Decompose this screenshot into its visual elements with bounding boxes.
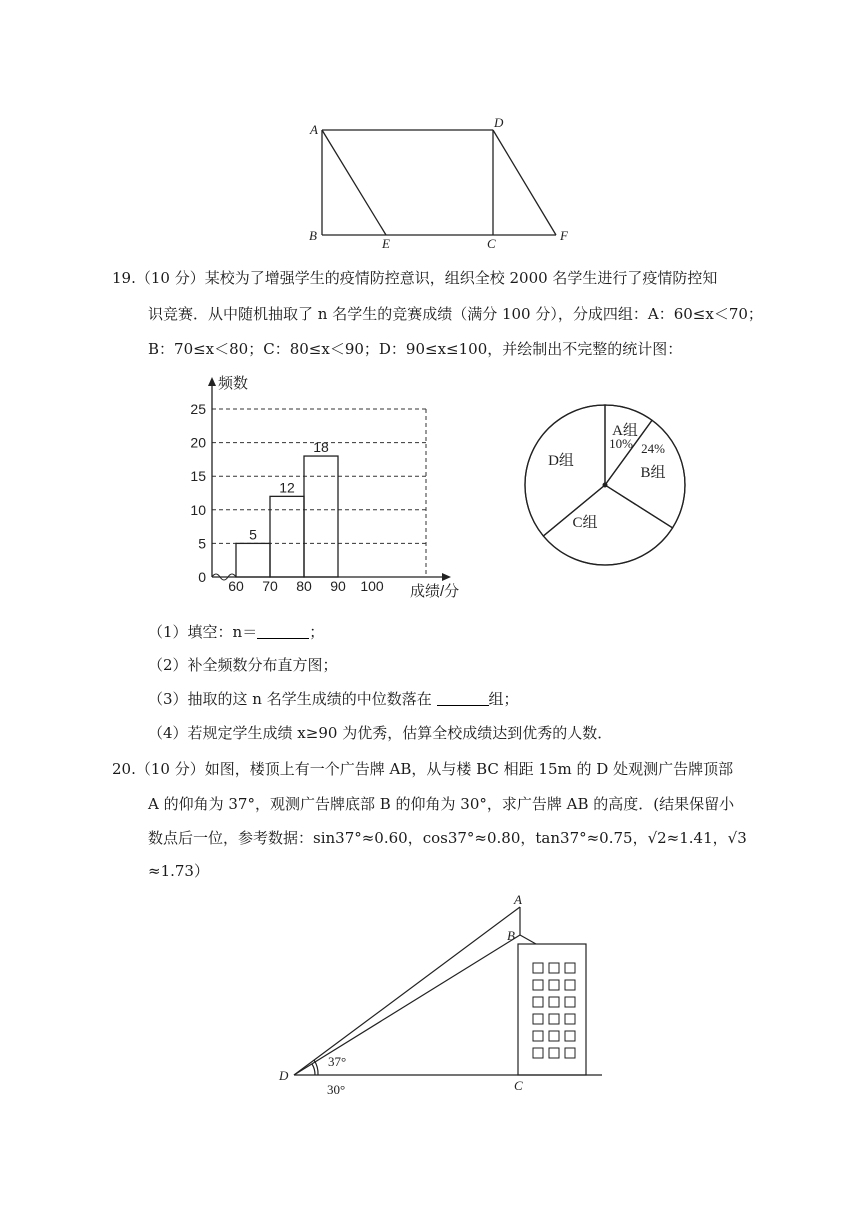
histogram-bar xyxy=(270,496,304,577)
q19-number: 19. xyxy=(112,269,136,287)
pie-slice-label: C组 xyxy=(572,515,598,531)
x-axis-label: 成绩/分 xyxy=(410,583,460,600)
building-window xyxy=(565,1048,575,1058)
building-window xyxy=(533,963,543,973)
label-A: A xyxy=(310,122,318,137)
q19-sub4: （4）若规定学生成绩 x≥90 为优秀，估算全校成绩达到优秀的人数． xyxy=(148,724,613,742)
label-E: E xyxy=(382,236,390,250)
q19-sub2: （2）补全频数分布直方图； xyxy=(148,656,338,674)
y-axis-arrow xyxy=(208,377,216,386)
x-tick-label: 60 xyxy=(228,578,244,594)
label-D: D xyxy=(494,115,504,130)
y-tick-label: 0 xyxy=(198,569,206,585)
q19-sub3-suffix: 组； xyxy=(488,690,519,708)
x-axis-arrow xyxy=(442,573,451,581)
q19-points: （10 分） xyxy=(135,269,205,287)
q20-points: （10 分） xyxy=(135,760,205,778)
building-window xyxy=(549,980,559,990)
y-tick-label: 10 xyxy=(190,501,206,518)
building-window xyxy=(549,1048,559,1058)
pie-slice-label: D组 xyxy=(548,453,574,469)
q19-sub1-suffix: ； xyxy=(309,623,325,641)
pie-slice-percent: 24% xyxy=(641,441,665,456)
x-tick-label: 70 xyxy=(262,578,278,594)
frequency-histogram xyxy=(176,372,476,602)
y-tick-label: 5 xyxy=(198,535,206,552)
y-tick-label: 25 xyxy=(190,401,206,417)
angle-37-label: 37° xyxy=(328,1054,347,1069)
x-tick-label: 90 xyxy=(330,578,346,594)
y-axis-label: 频数 xyxy=(218,375,249,392)
histogram-bar xyxy=(236,543,270,577)
q19-sub3-prefix: （3）抽取的这 n 名学生成绩的中位数落在 xyxy=(148,690,432,708)
histogram-bar xyxy=(304,456,338,577)
q19-line-3: B：70≤x＜80；C：80≤x＜90；D：90≤x≤100，并绘制出不完整的统计图： xyxy=(148,340,683,358)
x-tick-label: 100 xyxy=(360,578,384,594)
building-window xyxy=(549,1014,559,1024)
pie-slice xyxy=(543,485,672,565)
building-window xyxy=(549,963,559,973)
bar-value-label: 18 xyxy=(313,439,329,456)
y-tick-label: 15 xyxy=(190,468,206,485)
q19-text-1: 某校为了增强学生的疫情防控意识，组织全校 2000 名学生进行了疫情防控知 xyxy=(204,269,718,287)
building-window xyxy=(533,1031,543,1041)
q20-line-3: 数点后一位，参考数据：sin37°≈0.60，cos37°≈0.80，tan37°≈0.75，√2≈1.41，√3 xyxy=(148,829,747,847)
y-tick-label: 20 xyxy=(190,434,206,451)
building-window xyxy=(565,963,575,973)
x-tick-label: 80 xyxy=(296,578,312,594)
q19-line-2: 识竞赛．从中随机抽取了 n 名学生的竞赛成绩（满分 100 分），分成四组：A：60≤x＜70； xyxy=(148,305,763,323)
answer-blank-group[interactable] xyxy=(437,691,489,706)
q19-line-1 xyxy=(112,268,717,288)
building-window xyxy=(533,1048,543,1058)
bar-value-label: 5 xyxy=(249,526,257,543)
building-window xyxy=(565,1031,575,1041)
pie-center xyxy=(603,483,608,488)
q20-line-4: ≈1.73） xyxy=(148,862,209,880)
q19-sub1-prefix: （1）填空：n＝ xyxy=(148,623,258,641)
pie-slice-percent: 10% xyxy=(609,436,633,451)
fig3-label-A: A xyxy=(514,892,522,907)
fig3-label-D: D xyxy=(279,1068,289,1083)
q20-line-2: A 的仰角为 37°，观测广告牌底部 B 的仰角为 30°，求广告牌 AB 的高度．(结果保留小 xyxy=(148,795,735,813)
building-window xyxy=(549,1031,559,1041)
building-window xyxy=(549,997,559,1007)
pie-chart xyxy=(520,400,690,570)
building-window xyxy=(533,980,543,990)
building-window xyxy=(565,1014,575,1024)
angle-30-label: 30° xyxy=(327,1082,346,1097)
q20-line-1 xyxy=(112,759,733,779)
answer-blank-n[interactable] xyxy=(257,624,309,639)
fig3-label-B: B xyxy=(507,928,515,943)
bar-value-label: 12 xyxy=(279,479,295,496)
q20-text-1: 如图，楼顶上有一个广告牌 AB，从与楼 BC 相距 15m 的 D 处观测广告牌顶部 xyxy=(204,760,734,778)
label-C: C xyxy=(487,236,496,250)
q19-sub1 xyxy=(148,622,324,642)
geometry-figure-3 xyxy=(272,890,617,1100)
fig3-label-C: C xyxy=(514,1078,523,1093)
q20-number: 20. xyxy=(112,760,136,778)
geometry-figure-1 xyxy=(300,110,590,250)
building-window xyxy=(533,1014,543,1024)
pie-slice-label: B组 xyxy=(640,465,666,481)
pie-slice-label: A组 xyxy=(612,423,638,439)
building-window xyxy=(533,997,543,1007)
q19-sub3 xyxy=(148,689,519,709)
building-window xyxy=(565,997,575,1007)
label-B: B xyxy=(309,228,317,243)
building-window xyxy=(565,980,575,990)
label-F: F xyxy=(560,228,568,243)
